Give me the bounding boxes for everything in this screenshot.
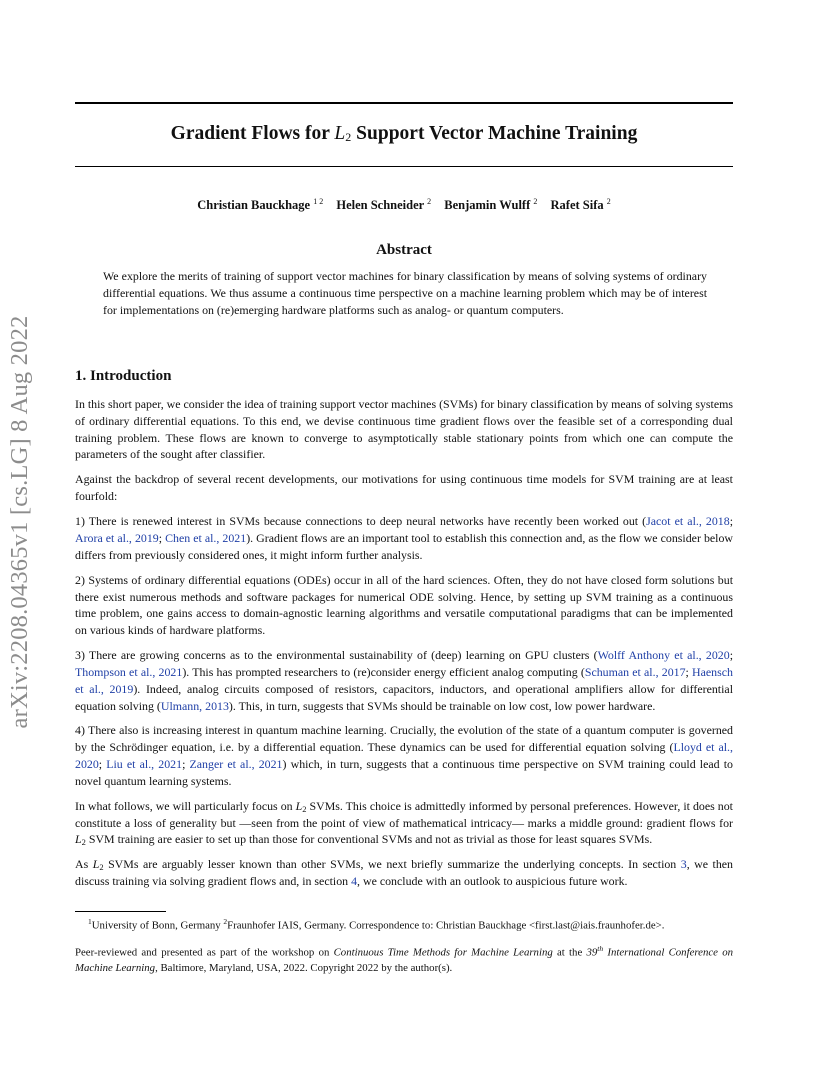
citation-separator: ;: [182, 757, 190, 772]
peer-note-text: at the: [552, 946, 587, 959]
paragraph-7: [75, 798, 733, 848]
paragraph-3: [75, 513, 733, 563]
title-text-end: Support Vector Machine Training: [351, 123, 638, 144]
author-affiliation-mark: 2: [533, 197, 538, 206]
arxiv-stamp-text: arXiv:2208.04365v1 [cs.LG] 8 Aug 2022: [6, 315, 33, 729]
paper-title: [75, 123, 733, 145]
paragraph-text: SVM training are easier to set up than those for conventional SVMs and not as trivial as those for least squares SVMs.: [85, 832, 653, 847]
paragraph-text: 4) There also is increasing interest in quantum machine learning. Crucially, the evolution of the state of a quantum computer is governed by the Schrödinger equation, i.e. by a differential equation. These dynamics can be used for differential equation solving (: [75, 723, 733, 755]
peer-review-note: [75, 941, 733, 976]
math-subscript: 2: [302, 803, 307, 814]
author-name: Helen Schneider: [336, 198, 424, 213]
math-letter: L: [75, 832, 82, 847]
paragraph-8: [75, 856, 733, 890]
peer-note-text: Peer-reviewed and presented as part of the workshop on: [75, 946, 334, 959]
introduction-body: [75, 396, 733, 898]
citation-separator: ;: [729, 514, 733, 529]
footnote-mark: 2: [223, 917, 228, 926]
title-rule-bottom: [75, 166, 733, 167]
citation-link[interactable]: Liu et al., 2021: [106, 757, 183, 772]
paragraph-1: In this short paper, we consider the idea of training support vector machines (SVMs) for binary classification by means of solving systems of ordinary differential equations. To this end, we devise continuous time gradient flows over the feasible set of a corresponding dual training problem. These flows are known to converge to asymptotically stable stationary points from which one can compute the parameters of the sought after classifier.: [75, 397, 733, 462]
conference-number: 39: [586, 946, 598, 959]
author-affiliation-mark: 2: [427, 197, 432, 206]
title-rule-top: [75, 102, 733, 104]
section-reference-link[interactable]: 4: [351, 874, 358, 889]
math-subscript: 2: [81, 837, 86, 848]
paragraph-text: 1) There is renewed interest in SVMs because connections to deep neural networks have recently been worked out (: [75, 514, 647, 529]
citation-separator: ;: [158, 530, 166, 545]
section-reference-link[interactable]: 3: [680, 857, 687, 872]
paragraph-text: ). This has prompted researchers to (re)consider energy efficient analog computing (: [182, 664, 585, 679]
footnote-rule: [75, 911, 166, 912]
citation-separator: ;: [685, 664, 693, 679]
author-name: Christian Bauckhage: [197, 198, 311, 213]
paragraph-text: ). Gradient flows are an important tool to establish this connection and, as the flow we consider below differs from previously considered ones, it might inform further analysis.: [75, 530, 734, 562]
abstract-heading: Abstract: [376, 242, 432, 258]
author-schneider: [336, 198, 431, 212]
citation-link[interactable]: Wolff Anthony et al., 2020: [597, 648, 730, 663]
conference-ordinal: th: [597, 944, 604, 953]
title-math-subscript: 2: [345, 130, 352, 144]
paragraph-text: SVMs are arguably lesser known than other SVMs, we next briefly summarize the underlying concepts. In section: [103, 857, 681, 872]
author-name: Rafet Sifa: [550, 198, 604, 213]
paragraph-text: 3) There are growing concerns as to the environmental sustainability of (deep) learning on GPU clusters (: [75, 648, 598, 663]
author-affiliation-mark: 1 2: [313, 197, 324, 206]
abstract-text: We explore the merits of training of support vector machines for binary classification by means of solving systems of ordinary differential equations. We thus assume a continuous time perspective on a machine learning problem which may be of interest for implementations on (re)emerging hardware platforms such as analog- or quantum computers.: [103, 269, 707, 317]
citation-link[interactable]: Ulmann, 2013: [160, 698, 229, 713]
footnote-mark: 1: [88, 917, 92, 926]
author-name: Benjamin Wulff: [444, 198, 531, 213]
author-list: [75, 197, 733, 213]
footnote-affiliation: Fraunhofer IAIS, Germany. Correspondence to: Christian Bauckhage <first.last@iais.fraunhofer.de>.: [227, 919, 665, 932]
citation-link[interactable]: Lloyd et al., 2020: [75, 740, 733, 772]
conference-name: International Conference on Machine Learning: [75, 946, 733, 974]
paragraph-text: In what follows, we will particularly focus on: [75, 798, 296, 813]
paragraph-6: [75, 722, 733, 789]
math-letter: L: [295, 798, 303, 813]
paragraph-5: [75, 647, 733, 714]
author-sifa: [551, 198, 611, 212]
citation-link[interactable]: Thompson et al., 2021: [75, 664, 183, 679]
paragraph-text: ). This, in turn, suggests that SVMs should be trainable on low cost, low power hardware.: [228, 698, 656, 713]
math-subscript: 2: [99, 862, 104, 873]
paragraph-text: SVMs. This choice is admittedly informed by personal preferences. However, it does not constitute a loss of generality but —seen from the point of view of mathematical intricacy— marks a middle ground: gradient flows for: [75, 798, 733, 830]
affiliation-footnote: [75, 914, 733, 934]
author-wulff: [444, 198, 537, 212]
citation-separator: ;: [729, 648, 733, 663]
paragraph-text: ). Indeed, analog circuits composed of resistors, capacitors, inductors, and operational amplifiers allow for differential equation solving (: [75, 681, 733, 713]
citation-link[interactable]: Jacot et al., 2018: [646, 514, 730, 529]
author-affiliation-mark: 2: [606, 197, 611, 206]
math-letter: L: [92, 857, 100, 872]
citation-separator: ;: [98, 757, 107, 772]
workshop-name: Continuous Time Methods for Machine Learning: [333, 946, 553, 959]
paragraph-text: As: [75, 857, 93, 872]
paragraph-text: ) which, in turn, suggests that a continuous time perspective on SVM training could lead to novel quantum learning systems.: [75, 757, 733, 788]
paragraph-2: Against the backdrop of several recent developments, our motivations for using continuous time models for SVM training are at least fourfold:: [75, 472, 733, 504]
paragraph-text: , we conclude with an outlook to auspicious future work.: [357, 874, 628, 889]
paragraph-4: 2) Systems of ordinary differential equations (ODEs) occur in all of the hard sciences. Often, they do not have closed form solutions but there exist numerous methods and software packages for numerical ODE solving. Hence, by setting up SVM training as a continuous time problem, one gains access to domain-agnostic learning algorithms and versatile computational paradigms that can be implemented on various kinds of hardware platforms.: [75, 572, 733, 638]
citation-link[interactable]: Schuman et al., 2017: [584, 664, 686, 679]
citation-link[interactable]: Arora et al., 2019: [75, 530, 159, 545]
section-heading-introduction: 1. Introduction: [75, 368, 172, 384]
author-bauckhage: [197, 198, 323, 212]
citation-link[interactable]: Haensch et al., 2019: [75, 664, 733, 696]
footnote-affiliation: University of Bonn, Germany: [91, 919, 224, 932]
citation-link[interactable]: Chen et al., 2021: [165, 530, 247, 545]
peer-note-text: , Baltimore, Maryland, USA, 2022. Copyright 2022 by the author(s).: [155, 961, 453, 974]
paragraph-text: , we then discuss training via solving gradient flows and, in section: [75, 857, 733, 889]
title-text-start: Gradient Flows for: [170, 123, 335, 144]
citation-link[interactable]: Zanger et al., 2021: [189, 757, 283, 772]
title-math-letter: L: [334, 123, 346, 144]
